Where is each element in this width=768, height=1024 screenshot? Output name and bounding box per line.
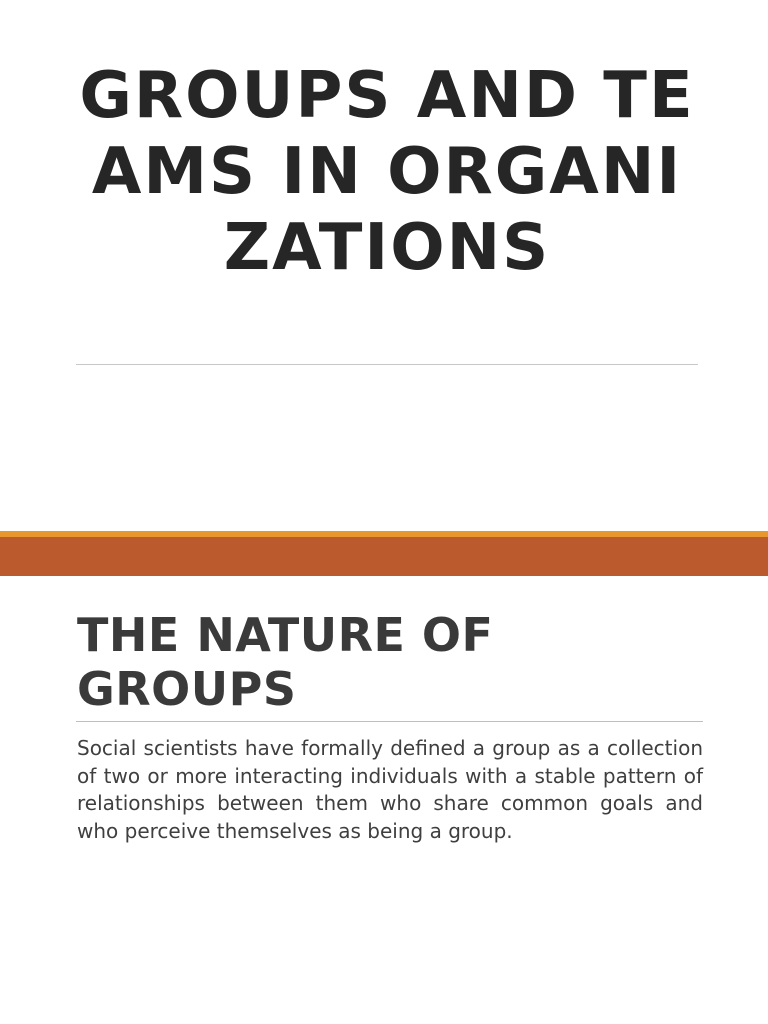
body-paragraph: Social scientists have formally defined a group as a collection of two or more interacting individuals with a stable pattern of relationships between them who share common goals and who perceive themselves as being a group. (77, 736, 703, 843)
heading-divider (76, 721, 703, 722)
section-heading: THE NATURE OF GROUPS (77, 608, 494, 716)
slide-title (76, 58, 698, 286)
title-divider (76, 364, 698, 365)
slide-title-text: GROUPS AND TEAMS IN ORGANIZATIONS (79, 59, 695, 285)
accent-band (0, 537, 768, 576)
